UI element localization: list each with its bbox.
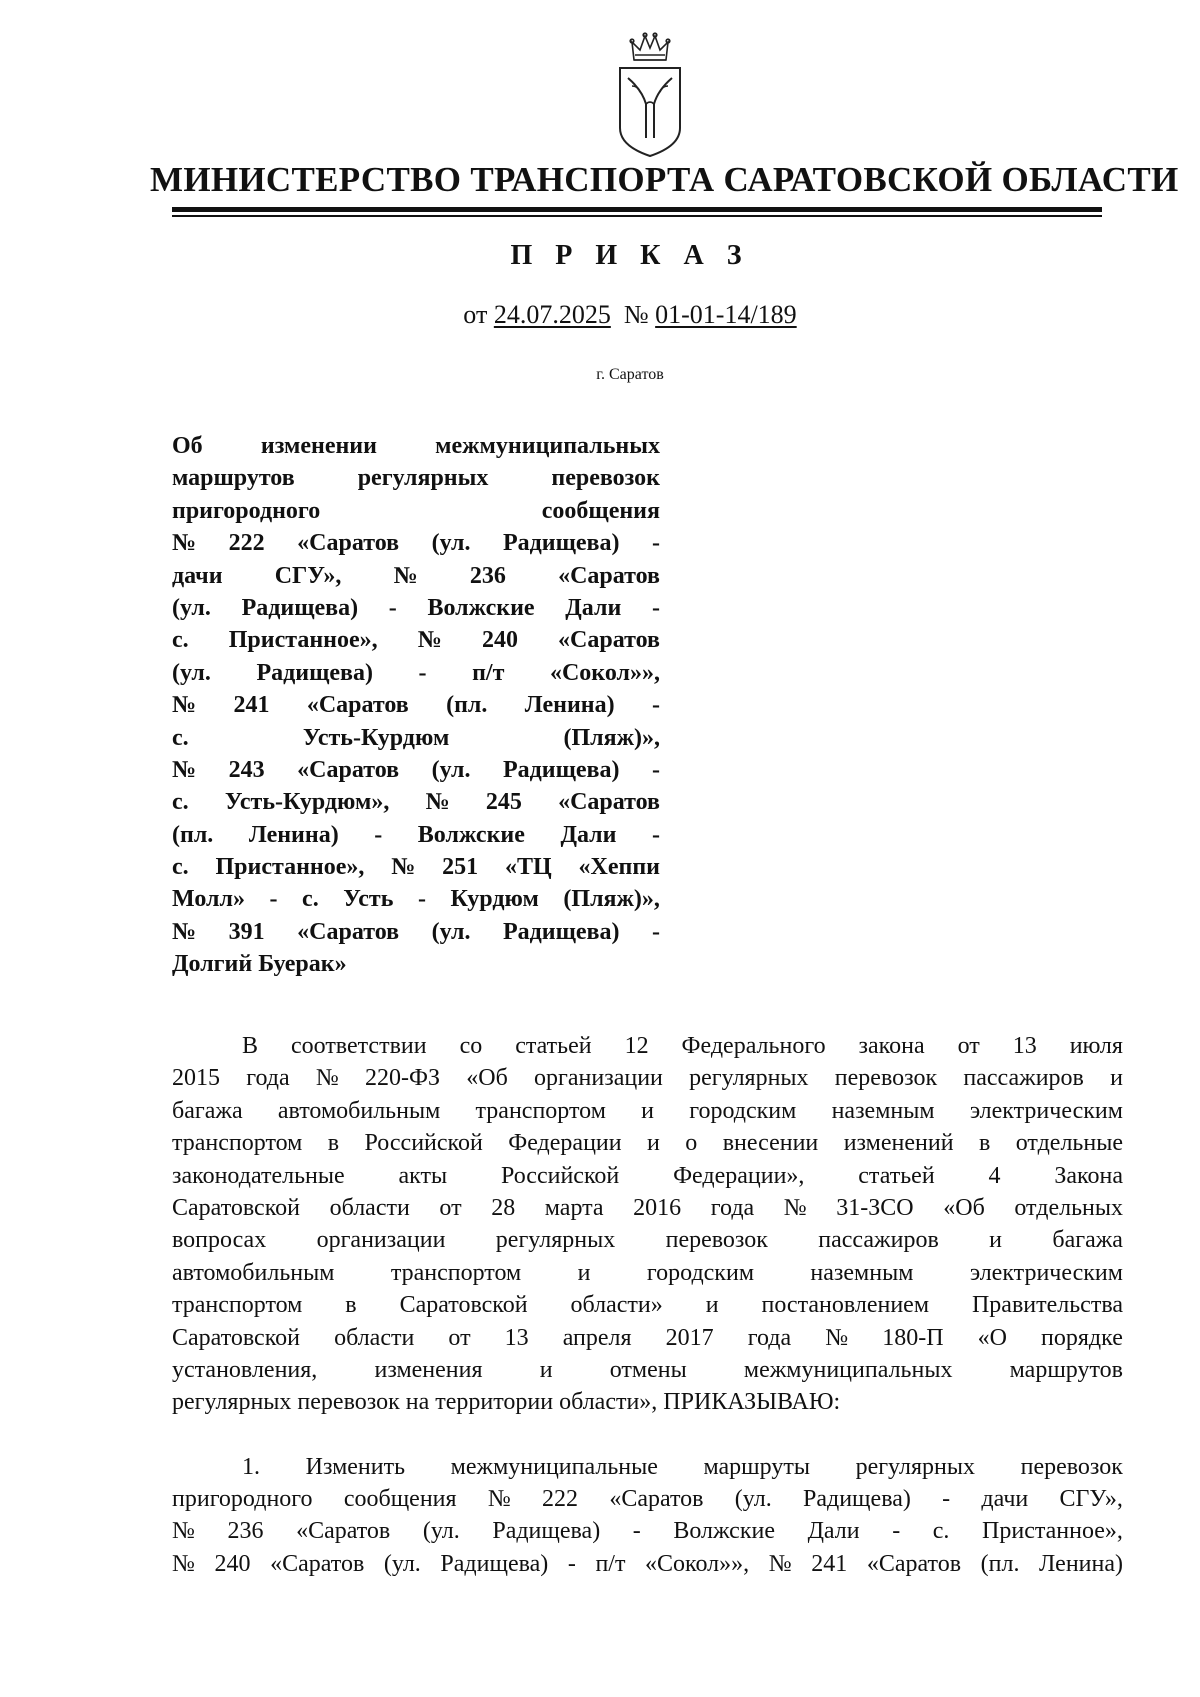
- word: «Саратов: [270, 1550, 365, 1577]
- word: изменения: [374, 1356, 483, 1383]
- word: «Саратов: [297, 756, 400, 783]
- word: Молл»: [172, 886, 245, 913]
- word: постановлением: [761, 1292, 930, 1319]
- word: апреля: [562, 1324, 632, 1351]
- word: статьей: [858, 1162, 935, 1189]
- word: п/т: [472, 659, 505, 686]
- order-prefix: от: [463, 300, 488, 329]
- text-line: [172, 1548, 1123, 1580]
- word: (пл.: [172, 821, 214, 848]
- word: Саратовской: [172, 1324, 300, 1351]
- word: и: [577, 1259, 591, 1286]
- word: 4: [988, 1162, 1001, 1189]
- word: Пристанное»,: [215, 854, 365, 881]
- word: маршрутов: [172, 465, 295, 492]
- word: от: [448, 1324, 471, 1351]
- word: Правительства: [971, 1292, 1123, 1319]
- word: внесении: [722, 1130, 819, 1157]
- word: Федерации: [508, 1130, 622, 1157]
- order-body: [172, 1030, 1123, 1580]
- word: «Саратов: [558, 627, 660, 654]
- word: и: [1110, 1065, 1123, 1092]
- word: дачи: [172, 562, 223, 589]
- word: (пл.: [980, 1550, 1020, 1577]
- word: Российской: [500, 1162, 620, 1189]
- word: Радищева): [803, 1486, 911, 1513]
- word: 391: [228, 918, 265, 945]
- word: Закона: [1054, 1162, 1123, 1189]
- preamble-paragraph: [172, 1030, 1123, 1419]
- word: «Саратов: [609, 1486, 704, 1513]
- word: от: [957, 1033, 980, 1059]
- order-number: 01-01-14/189: [655, 300, 797, 329]
- text-line: [172, 462, 660, 494]
- text-line: [172, 592, 660, 624]
- word: 222: [228, 530, 265, 557]
- ministry-name: МИНИСТЕРСТВО ТРАНСПОРТА САРАТОВСКОЙ ОБЛАСТИ: [150, 160, 1179, 199]
- word: -: [942, 1486, 951, 1513]
- word: Радищева): [241, 594, 359, 621]
- word: перевозок: [834, 1065, 938, 1092]
- word: и: [647, 1130, 660, 1157]
- word: пассажиров: [818, 1227, 939, 1254]
- word: «Саратов: [558, 789, 660, 816]
- word: №: [172, 918, 197, 945]
- word: №: [768, 1550, 792, 1577]
- word: сообщения: [541, 497, 660, 524]
- text-line: [172, 1030, 1123, 1062]
- word: с.: [172, 724, 189, 751]
- word: организации: [316, 1227, 446, 1254]
- word: Изменить: [305, 1453, 406, 1480]
- word: Усть-Курдюм»,: [224, 789, 390, 816]
- word: «Хеппи: [578, 854, 660, 881]
- word: №: [487, 1486, 511, 1513]
- word: 2015: [172, 1065, 220, 1092]
- word: порядке: [1041, 1324, 1123, 1351]
- word: (ул.: [172, 659, 211, 686]
- text-line: [172, 916, 660, 948]
- word: 13: [1012, 1033, 1037, 1059]
- word: области»: [570, 1292, 663, 1319]
- text-line: [172, 1224, 1123, 1256]
- text-line: [172, 1483, 1123, 1515]
- word: 241: [233, 692, 270, 719]
- word: электрическим: [969, 1097, 1123, 1124]
- word: автомобильным: [277, 1097, 441, 1124]
- word: перевозок: [665, 1227, 768, 1254]
- text-line: [172, 1192, 1123, 1224]
- text-line: [172, 1322, 1123, 1354]
- word: «Об: [943, 1194, 985, 1221]
- word: о: [685, 1130, 698, 1157]
- word: соответствии: [290, 1033, 427, 1059]
- word: (ул.: [383, 1550, 421, 1577]
- word: городским: [689, 1097, 797, 1124]
- word: дачи: [981, 1486, 1029, 1513]
- text-line: [172, 1095, 1123, 1127]
- word: регулярных: [357, 465, 489, 492]
- text-line: [172, 560, 660, 592]
- header-rule-thin: [172, 215, 1102, 217]
- word: со: [459, 1033, 483, 1059]
- order-number-sign: №: [623, 300, 649, 329]
- word: 2016: [633, 1194, 682, 1221]
- word: (Пляж)»,: [563, 886, 660, 913]
- text-line: [172, 430, 660, 462]
- word: и: [641, 1097, 654, 1124]
- word: и: [989, 1227, 1002, 1254]
- word: -: [418, 659, 427, 686]
- word: Дали: [560, 821, 617, 848]
- word: 31-ЗСО: [836, 1194, 914, 1221]
- word: года: [747, 1324, 792, 1351]
- word: №: [783, 1194, 807, 1221]
- word: Федерального: [681, 1033, 826, 1059]
- word: -: [388, 594, 397, 621]
- word: (ул.: [172, 594, 211, 621]
- word: наземным: [810, 1259, 914, 1286]
- word: пассажиров: [963, 1065, 1084, 1092]
- word: 13: [504, 1324, 529, 1351]
- word: -: [269, 886, 278, 913]
- word: Волжские: [673, 1518, 775, 1545]
- word: 222: [542, 1486, 579, 1513]
- word: №: [172, 692, 197, 719]
- text-line: [172, 722, 660, 754]
- word: «Саратов: [296, 1518, 391, 1545]
- word: «Сокол»»,: [645, 1550, 750, 1577]
- word: №: [315, 1065, 339, 1092]
- word: Пристанное»,: [982, 1518, 1123, 1545]
- word: -: [652, 821, 660, 848]
- word: законодательные: [172, 1162, 345, 1189]
- word: маршрутов: [1009, 1356, 1123, 1383]
- word: №: [172, 1550, 195, 1577]
- order-date-number: [150, 300, 1110, 330]
- word: Усть: [343, 886, 394, 913]
- word: 251: [442, 854, 479, 881]
- word: -: [651, 530, 660, 557]
- word: пригородного: [172, 1486, 313, 1513]
- order-title: П Р И К А З: [510, 240, 750, 271]
- word: Ленина): [248, 821, 339, 848]
- word: В: [242, 1033, 259, 1059]
- word: багажа: [172, 1097, 243, 1124]
- word: 241: [811, 1550, 848, 1577]
- text-line: [172, 495, 660, 527]
- word: Радищева): [502, 918, 620, 945]
- word: маршруты: [703, 1453, 810, 1480]
- word: отдельных: [1014, 1194, 1123, 1221]
- word: с.: [172, 854, 189, 881]
- word: регулярных: [689, 1065, 809, 1092]
- text-line: [172, 1515, 1123, 1547]
- word: Дали: [807, 1518, 860, 1545]
- word: организации: [534, 1065, 663, 1092]
- word: и: [539, 1356, 553, 1383]
- text-line: [172, 819, 660, 851]
- word: с.: [932, 1518, 950, 1545]
- text-line: [172, 1062, 1123, 1094]
- word: статьей: [515, 1033, 592, 1059]
- word: Радищева): [440, 1550, 549, 1577]
- word: отмены: [609, 1356, 687, 1383]
- word: (ул.: [431, 756, 471, 783]
- word: Ленина): [524, 692, 615, 719]
- word: СГУ»,: [1059, 1486, 1123, 1513]
- word: «ТЦ: [504, 854, 552, 881]
- word: -: [567, 1550, 576, 1577]
- word: «Саратов: [558, 562, 660, 589]
- word: года: [710, 1194, 755, 1221]
- word: 2017: [665, 1324, 714, 1351]
- word: с.: [172, 627, 189, 654]
- word: Российской: [364, 1130, 483, 1157]
- word: перевозок: [1020, 1453, 1123, 1480]
- word: Федерации»,: [673, 1162, 805, 1189]
- word: транспортом: [172, 1292, 303, 1319]
- word: Дали: [565, 594, 622, 621]
- word: перевозок: [551, 465, 660, 492]
- word: транспортом: [172, 1130, 303, 1157]
- word: 28: [491, 1194, 516, 1221]
- word: области: [329, 1194, 410, 1221]
- word: с.: [172, 789, 189, 816]
- word: межмуниципальные: [450, 1453, 658, 1480]
- word: июля: [1069, 1033, 1123, 1059]
- word: №: [825, 1324, 849, 1351]
- word: автомобильным: [172, 1259, 335, 1286]
- word: (ул.: [422, 1518, 460, 1545]
- word: «Саратов: [297, 918, 400, 945]
- word: и: [705, 1292, 719, 1319]
- text-line: [172, 1127, 1123, 1159]
- word: Ленина): [1039, 1550, 1123, 1577]
- text-line: [172, 689, 660, 721]
- word: №: [172, 756, 197, 783]
- word: акты: [398, 1162, 448, 1189]
- word: межмуниципальных: [435, 433, 660, 459]
- word: (ул.: [431, 530, 471, 557]
- text-line: [172, 1354, 1123, 1386]
- text-line: [172, 527, 660, 559]
- word: багажа: [1052, 1227, 1123, 1254]
- word: 180-П: [882, 1324, 944, 1351]
- word: «Саратов: [306, 692, 409, 719]
- word: пригородного: [172, 497, 321, 524]
- order-subject: [172, 430, 660, 981]
- word: «Саратов: [297, 530, 400, 557]
- text-line-last: Долгий Буерак»: [172, 951, 347, 978]
- text-line: [172, 657, 660, 689]
- city: г. Саратов: [596, 366, 664, 383]
- word: (пл.: [446, 692, 488, 719]
- word: -: [374, 821, 383, 848]
- word: транспортом: [390, 1259, 522, 1286]
- word: в: [978, 1130, 991, 1157]
- text-line: [172, 786, 660, 818]
- word: межмуниципальных: [743, 1356, 953, 1383]
- order-date: 24.07.2025: [493, 300, 611, 329]
- word: отдельные: [1015, 1130, 1123, 1157]
- word: Курдюм: [450, 886, 539, 913]
- word: №: [172, 1518, 195, 1545]
- text-line: [172, 1160, 1123, 1192]
- word: Пристанное»,: [228, 627, 378, 654]
- word: -: [632, 1518, 641, 1545]
- word: 236: [469, 562, 506, 589]
- word: Радищева): [492, 1518, 601, 1545]
- word: области: [334, 1324, 415, 1351]
- word: 245: [485, 789, 522, 816]
- word: 1.: [242, 1453, 260, 1480]
- word: наземным: [831, 1097, 935, 1124]
- word: в: [345, 1292, 357, 1319]
- word: -: [651, 594, 660, 621]
- word: (Пляж)»,: [563, 724, 660, 751]
- word: Об: [172, 433, 203, 459]
- word: Радищева): [502, 756, 620, 783]
- word: -: [417, 886, 426, 913]
- word: -: [892, 1518, 901, 1545]
- word: 240: [214, 1550, 251, 1577]
- word: (ул.: [431, 918, 471, 945]
- word: (ул.: [734, 1486, 772, 1513]
- word: 236: [227, 1518, 264, 1545]
- word: регулярных: [855, 1453, 975, 1480]
- word: года: [246, 1065, 290, 1092]
- word: Волжские: [417, 821, 525, 848]
- text-line: [172, 1451, 1123, 1483]
- text-line: [172, 1257, 1123, 1289]
- text-line: [172, 851, 660, 883]
- word: электрическим: [969, 1259, 1123, 1286]
- word: 220-ФЗ: [365, 1065, 441, 1092]
- word: №: [393, 562, 418, 589]
- header-rule-thick: [172, 207, 1102, 212]
- word: изменении: [260, 433, 377, 459]
- word: с.: [302, 886, 319, 913]
- word: Радищева): [502, 530, 620, 557]
- text-line: [172, 1289, 1123, 1321]
- text-line: [172, 624, 660, 656]
- text-line: [172, 883, 660, 915]
- word: Радищева): [256, 659, 373, 686]
- word: регулярных: [495, 1227, 616, 1254]
- word: закона: [858, 1033, 925, 1059]
- word: 240: [481, 627, 518, 654]
- word: №: [391, 854, 416, 881]
- word: -: [651, 918, 660, 945]
- word: Саратовской: [172, 1194, 300, 1221]
- word: изменений: [843, 1130, 954, 1157]
- word: №: [172, 530, 197, 557]
- word: «Сокол»»,: [549, 659, 660, 686]
- coat-of-arms-emblem: [612, 28, 688, 158]
- word: от: [439, 1194, 462, 1221]
- item-1-paragraph: [172, 1451, 1123, 1581]
- word: вопросах: [172, 1227, 267, 1254]
- word: марта: [544, 1194, 604, 1221]
- word: Саратовской: [399, 1292, 528, 1319]
- word: «Саратов: [866, 1550, 962, 1577]
- word: сообщения: [343, 1486, 457, 1513]
- word: Усть-Курдюм: [302, 724, 450, 751]
- word: -: [651, 692, 660, 719]
- word: №: [417, 627, 442, 654]
- word: 243: [228, 756, 265, 783]
- text-line: [172, 754, 660, 786]
- word: 12: [624, 1033, 649, 1059]
- word: «О: [977, 1324, 1007, 1351]
- word: городским: [646, 1259, 754, 1286]
- word: Волжские: [427, 594, 535, 621]
- word: установления,: [172, 1356, 318, 1383]
- word: СГУ»,: [274, 562, 342, 589]
- word: «Об: [466, 1065, 508, 1092]
- word: №: [425, 789, 450, 816]
- word: -: [651, 756, 660, 783]
- word: транспортом: [475, 1097, 606, 1124]
- word: п/т: [595, 1550, 626, 1577]
- word: в: [327, 1130, 340, 1157]
- text-line-last: регулярных перевозок на территории области», ПРИКАЗЫВАЮ:: [172, 1389, 841, 1416]
